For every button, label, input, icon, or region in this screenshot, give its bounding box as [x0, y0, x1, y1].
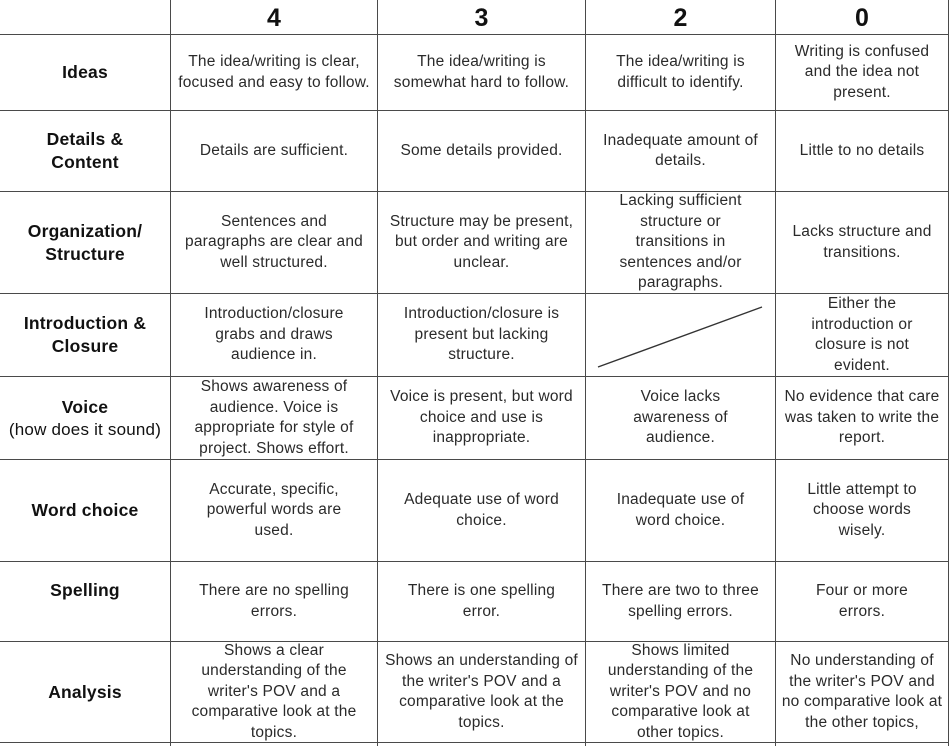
spelling-score-2-cell: There are two to three spelling errors. [602, 582, 759, 620]
column-header-score-0: 0 [854, 3, 870, 32]
row-label-voice-cell [0, 377, 170, 459]
details-score-0-cell: Little to no details [799, 141, 925, 159]
voice-score-3-cell: Voice is present, but word choice and use is inappropriate. [390, 388, 573, 447]
organization-score-0-cell: Lacks structure and transitions. [792, 223, 932, 261]
word-choice-score-0-cell: Little attempt to choose words wisely. [807, 480, 917, 539]
column-header-score-4: 4 [266, 3, 282, 32]
ideas-score-0-cell: Writing is confused and the idea not present. [794, 42, 930, 101]
row-label-organization-structure: Organization/ Structure [27, 220, 143, 264]
column-header-score-3: 3 [474, 3, 489, 32]
introduction-score-4-cell: Introduction/closure grabs and draws audience in. [204, 305, 344, 364]
row-label-analysis: Analysis [48, 681, 122, 702]
row-sublabel-voice: (how does it sound) [8, 419, 162, 439]
word-choice-score-2-cell: Inadequate use of word choice. [616, 491, 745, 529]
introduction-score-0-cell: Either the introduction or closure is not evident. [811, 295, 913, 374]
spelling-score-4-cell: There are no spelling errors. [199, 582, 349, 620]
word-choice-score-4-cell: Accurate, specific, powerful words are used. [206, 480, 342, 539]
details-score-2-cell: Inadequate amount of details. [603, 131, 758, 169]
details-score-4-cell: Details are sufficient. [199, 141, 349, 159]
row-label-details-content: Details & Content [46, 129, 124, 172]
row-label-spelling: Spelling [50, 579, 120, 600]
word-choice-score-3-cell: Adequate use of word choice. [404, 491, 559, 529]
analysis-score-4-cell: Shows a clear understanding of the writer's POV and a comparative look at the topics. [191, 641, 357, 741]
not-applicable-strike-line [586, 294, 776, 377]
voice-score-2-cell: Voice lacks awareness of audience. [633, 388, 728, 447]
column-header-score-2: 2 [673, 3, 688, 32]
organization-score-4-cell: Sentences and paragraphs are clear and well structured. [185, 212, 363, 271]
row-label-voice: Voice [61, 396, 109, 417]
organization-score-2-cell: Lacking sufficient structure or transitions in sentences and/or paragraphs. [619, 192, 742, 292]
organization-score-3-cell: Structure may be present, but order and writing are unclear. [389, 212, 574, 271]
introduction-score-3-cell: Introduction/closure is present but lacking structure. [403, 305, 560, 364]
ideas-score-2-cell: The idea/writing is difficult to identify. [616, 53, 745, 91]
spelling-score-0-cell: Four or more errors. [816, 582, 908, 620]
row-label-introduction-closure: Introduction & Closure [23, 313, 147, 356]
spelling-score-3-cell: There is one spelling error. [407, 582, 556, 620]
analysis-score-3-cell: Shows an understanding of the writer's POV and a comparative look at the topics. [385, 652, 578, 731]
details-score-3-cell: Some details provided. [400, 141, 563, 159]
row-label-ideas: Ideas [62, 62, 108, 82]
voice-score-0-cell: No evidence that care was taken to write the report. [784, 388, 940, 447]
analysis-score-2-cell: Shows limited understanding of the writer's POV and no comparative look at other topics. [607, 641, 754, 741]
ideas-score-4-cell: The idea/writing is clear, focused and easy to follow. [178, 53, 370, 91]
grid-line [0, 742, 949, 743]
row-label-word-choice: Word choice [31, 500, 139, 520]
voice-score-4-cell: Shows awareness of audience. Voice is appropriate for style of project. Shows effort. [194, 378, 354, 457]
analysis-score-0-cell: No understanding of the writer's POV and no comparative look at the other topics, [781, 652, 943, 731]
ideas-score-3-cell: The idea/writing is somewhat hard to follow. [393, 53, 570, 91]
